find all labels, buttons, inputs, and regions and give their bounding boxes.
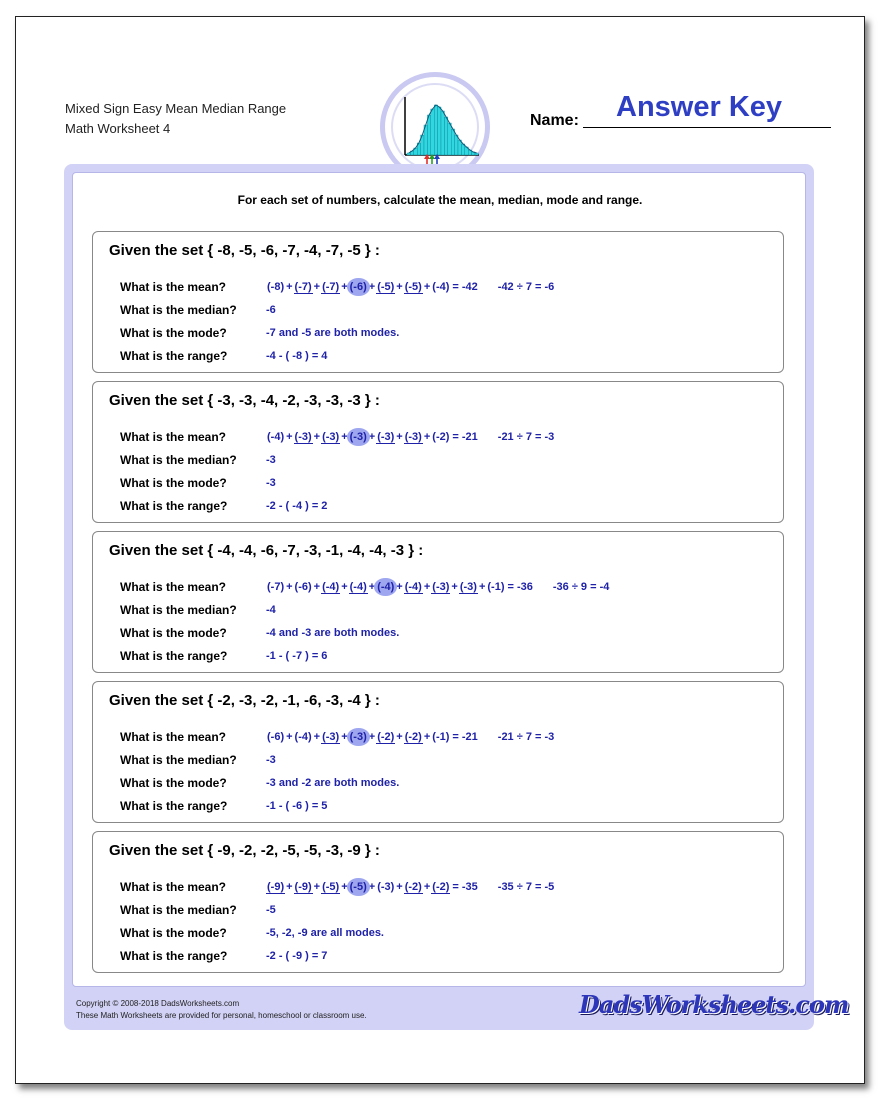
sum-term: (-4)	[432, 281, 450, 293]
mode-answer: -3 and -2 are both modes.	[266, 777, 400, 789]
sum-term: (-4)	[322, 581, 340, 593]
instructions: For each set of numbers, calculate the mean, median, mode and range.	[237, 193, 643, 207]
worksheet-title	[65, 99, 286, 139]
sum-term: (-2)	[432, 431, 450, 443]
plus-sign: +	[286, 281, 293, 293]
worksheet-title-line1: Mixed Sign Easy Mean Median Range	[65, 101, 287, 116]
plus-sign: +	[286, 731, 293, 743]
range-answer: -2 - ( -4 ) = 2	[266, 500, 328, 512]
sum-term: (-3)	[432, 581, 450, 593]
answer-key-label: Answer Key	[616, 91, 783, 123]
sum-term: (-2)	[432, 881, 450, 893]
sum-result: = -42	[452, 281, 478, 293]
plus-sign: +	[341, 731, 348, 743]
sum-term: (-5)	[377, 281, 395, 293]
question-mode: What is the mode?	[120, 476, 227, 490]
question-mean: What is the mean?	[120, 430, 227, 444]
mode-answer: -4 and -3 are both modes.	[266, 627, 400, 639]
sum-term: (-3)	[404, 431, 422, 443]
sum-term: (-4)	[404, 581, 422, 593]
plus-sign: +	[313, 431, 321, 443]
median-term: (-6)	[349, 281, 367, 293]
plus-sign: +	[313, 281, 321, 293]
mode-answer: -7 and -5 are both modes.	[266, 327, 400, 339]
sum-term: (-3)	[459, 581, 477, 593]
plus-sign: +	[423, 581, 431, 593]
problem-title: Given the set { -8, -5, -6, -7, -4, -7, -5 } :	[109, 242, 380, 259]
mode-answer: -5, -2, -9 are all modes.	[266, 927, 384, 939]
division-result: -35 ÷ 7 = -5	[497, 881, 555, 893]
question-mean: What is the mean?	[120, 580, 227, 594]
footer-copyright	[76, 998, 367, 1022]
plus-sign: +	[396, 431, 403, 443]
sum-term: (-2)	[377, 731, 395, 743]
question-median: What is the median?	[120, 753, 237, 767]
division-result: -21 ÷ 7 = -3	[497, 731, 555, 743]
sum-term: (-5)	[322, 881, 340, 893]
range-answer: -1 - ( -6 ) = 5	[266, 800, 328, 812]
plus-sign: +	[396, 881, 403, 893]
division-result: -21 ÷ 7 = -3	[497, 431, 555, 443]
problem-title: Given the set { -4, -4, -6, -7, -3, -1, -4, -4, -3 } :	[109, 542, 424, 559]
plus-sign: +	[368, 581, 376, 593]
sum-term: (-7)	[322, 281, 340, 293]
problem-box	[92, 681, 784, 823]
sum-term: (-7)	[294, 281, 312, 293]
sum-term: (-2)	[404, 881, 422, 893]
plus-sign: +	[396, 281, 403, 293]
plus-sign: +	[396, 581, 403, 593]
name-label: Name:	[530, 112, 579, 129]
division-result: -42 ÷ 7 = -6	[497, 281, 555, 293]
worksheet-title-line2: Math Worksheet 4	[65, 121, 171, 136]
median-answer: -4	[266, 604, 276, 616]
problem-box	[92, 381, 784, 523]
plus-sign: +	[368, 431, 376, 443]
range-answer: -4 - ( -8 ) = 4	[266, 350, 328, 362]
median-answer: -6	[266, 304, 276, 316]
plus-sign: +	[451, 581, 458, 593]
question-mode: What is the mode?	[120, 776, 227, 790]
question-mean: What is the mean?	[120, 280, 227, 294]
problem-box	[92, 531, 784, 673]
plus-sign: +	[341, 881, 348, 893]
sum-term: (-4)	[267, 431, 285, 443]
plus-sign: +	[423, 881, 431, 893]
sum-term: (-8)	[267, 281, 285, 293]
question-mean: What is the mean?	[120, 880, 227, 894]
question-range: What is the range?	[120, 649, 228, 663]
sum-result: = -21	[452, 731, 478, 743]
question-range: What is the range?	[120, 349, 228, 363]
median-term: (-3)	[349, 431, 367, 443]
sum-term: (-3)	[322, 431, 340, 443]
question-median: What is the median?	[120, 903, 237, 917]
median-answer: -5	[266, 904, 276, 916]
worksheet-page	[15, 16, 865, 1084]
sum-term: (-9)	[267, 881, 285, 893]
mean-answer	[266, 581, 609, 594]
sum-term: (-2)	[404, 731, 422, 743]
sum-term: (-3)	[294, 431, 312, 443]
range-answer: -1 - ( -7 ) = 6	[266, 650, 328, 662]
plus-sign: +	[286, 431, 293, 443]
problem-title: Given the set { -2, -3, -2, -1, -6, -3, -4 } :	[109, 692, 380, 709]
question-range: What is the range?	[120, 799, 228, 813]
plus-sign: +	[478, 581, 486, 593]
problem-title: Given the set { -3, -3, -4, -2, -3, -3, -3 } :	[109, 392, 380, 409]
plus-sign: +	[286, 881, 293, 893]
mean-answer	[266, 281, 554, 294]
sum-result: = -21	[452, 431, 478, 443]
plus-sign: +	[423, 731, 431, 743]
histogram-graphic	[385, 77, 485, 177]
sum-term: (-1)	[487, 581, 505, 593]
sum-term: (-3)	[377, 881, 395, 893]
problem-title: Given the set { -9, -2, -2, -5, -5, -3, -9 } :	[109, 842, 380, 859]
question-mode: What is the mode?	[120, 626, 227, 640]
sum-term: (-3)	[322, 731, 340, 743]
sum-term: (-1)	[432, 731, 450, 743]
question-median: What is the median?	[120, 603, 237, 617]
question-mode: What is the mode?	[120, 926, 227, 940]
plus-sign: +	[423, 431, 431, 443]
brand-logo[interactable]: DadsWorksheets.com	[579, 990, 849, 1019]
sum-result: = -35	[452, 881, 478, 893]
median-term: (-5)	[349, 881, 367, 893]
sum-term: (-3)	[377, 431, 395, 443]
problem-box	[92, 831, 784, 973]
median-term: (-4)	[377, 581, 395, 593]
problems-panel	[72, 172, 806, 987]
median-term: (-3)	[349, 731, 367, 743]
copyright-text: Copyright © 2008-2018 DadsWorksheets.com	[76, 999, 240, 1008]
median-answer: -3	[266, 754, 276, 766]
sum-term: (-5)	[404, 281, 422, 293]
median-answer: -3	[266, 454, 276, 466]
mean-answer	[266, 431, 554, 444]
plus-sign: +	[313, 731, 321, 743]
sum-result: = -36	[507, 581, 533, 593]
name-line[interactable]	[583, 127, 831, 128]
plus-sign: +	[368, 731, 376, 743]
question-median: What is the median?	[120, 453, 237, 467]
mean-answer	[266, 881, 554, 894]
plus-sign: +	[341, 431, 348, 443]
mode-answer: -3	[266, 477, 276, 489]
sum-term: (-9)	[294, 881, 312, 893]
question-mode: What is the mode?	[120, 326, 227, 340]
range-answer: -2 - ( -9 ) = 7	[266, 950, 328, 962]
question-range: What is the range?	[120, 949, 228, 963]
plus-sign: +	[396, 731, 403, 743]
question-mean: What is the mean?	[120, 730, 227, 744]
plus-sign: +	[286, 581, 293, 593]
sum-term: (-4)	[294, 731, 312, 743]
mean-answer	[266, 731, 554, 744]
sum-term: (-6)	[294, 581, 312, 593]
worksheet-frame	[64, 164, 849, 1030]
sum-term: (-4)	[349, 581, 367, 593]
division-result: -36 ÷ 9 = -4	[552, 581, 610, 593]
usage-notice: These Math Worksheets are provided for personal, homeschool or classroom use.	[76, 1011, 367, 1020]
plus-sign: +	[341, 581, 348, 593]
problem-box	[92, 231, 784, 373]
plus-sign: +	[313, 881, 321, 893]
question-range: What is the range?	[120, 499, 228, 513]
sum-term: (-6)	[267, 731, 285, 743]
plus-sign: +	[313, 581, 321, 593]
plus-sign: +	[368, 281, 376, 293]
question-median: What is the median?	[120, 303, 237, 317]
plus-sign: +	[423, 281, 431, 293]
sum-term: (-7)	[267, 581, 285, 593]
plus-sign: +	[368, 881, 376, 893]
plus-sign: +	[341, 281, 348, 293]
